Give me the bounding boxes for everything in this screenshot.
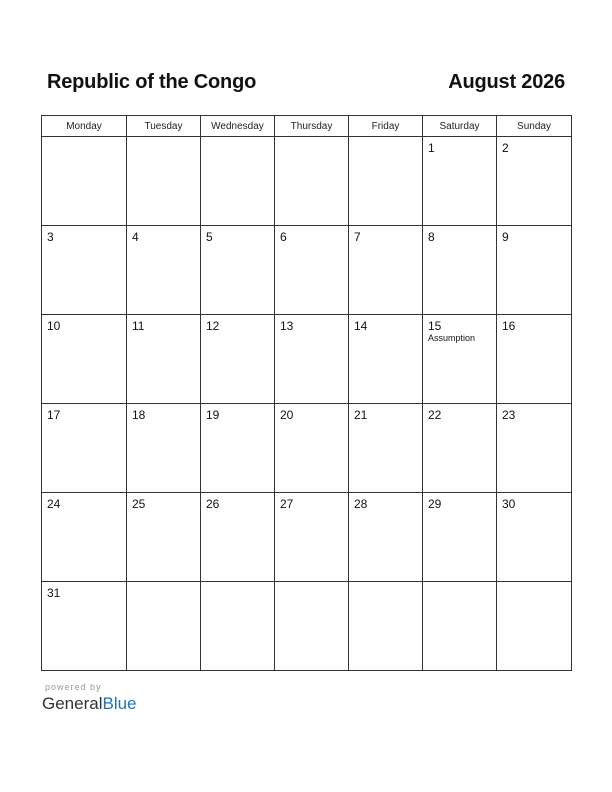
weekday-thursday: Thursday	[275, 116, 349, 137]
day-cell	[349, 582, 423, 671]
day-cell	[275, 315, 349, 404]
day-cell	[423, 315, 497, 404]
day-cell	[497, 137, 572, 226]
weekday-sunday: Sunday	[497, 116, 572, 137]
day-number: 15	[428, 319, 442, 333]
day-number: 3	[47, 230, 54, 244]
day-cell	[349, 404, 423, 493]
day-number: 4	[132, 230, 139, 244]
day-cell	[201, 404, 275, 493]
day-cell	[201, 582, 275, 671]
day-cell	[201, 137, 275, 226]
week-row	[42, 137, 572, 226]
day-number: 25	[132, 497, 146, 511]
week-row	[42, 493, 572, 582]
day-cell	[127, 404, 201, 493]
day-number: 27	[280, 497, 294, 511]
day-cell	[349, 493, 423, 582]
day-cell	[423, 493, 497, 582]
day-cell	[127, 226, 201, 315]
day-number: 24	[47, 497, 61, 511]
month-year-title: August 2026	[448, 71, 565, 93]
day-number: 26	[206, 497, 220, 511]
day-number: 5	[206, 230, 213, 244]
day-number: 28	[354, 497, 368, 511]
day-cell	[42, 137, 127, 226]
day-cell	[349, 137, 423, 226]
country-title: Republic of the Congo	[47, 71, 257, 93]
week-row	[42, 582, 572, 671]
day-number: 11	[132, 319, 145, 333]
day-number: 16	[502, 319, 516, 333]
weekday-wednesday: Wednesday	[201, 116, 275, 137]
day-number: 6	[280, 230, 287, 244]
week-row	[42, 315, 572, 404]
day-cell	[275, 137, 349, 226]
day-number: 23	[502, 408, 516, 422]
day-number: 12	[206, 319, 220, 333]
day-cell	[201, 315, 275, 404]
day-cell	[42, 315, 127, 404]
day-number: 31	[47, 586, 61, 600]
generalblue-logo[interactable]	[42, 694, 137, 714]
holiday-label: Assumption	[428, 333, 476, 343]
day-number: 14	[354, 319, 368, 333]
weekday-tuesday: Tuesday	[127, 116, 201, 137]
day-cell	[201, 226, 275, 315]
weekday-monday: Monday	[42, 116, 127, 137]
day-number: 13	[280, 319, 294, 333]
day-number: 9	[502, 230, 509, 244]
powered-by-text: powered by	[45, 682, 102, 692]
day-number: 30	[502, 497, 516, 511]
day-number: 21	[354, 408, 368, 422]
day-number: 8	[428, 230, 435, 244]
day-number: 10	[47, 319, 61, 333]
weekday-friday: Friday	[349, 116, 423, 137]
day-cell	[42, 493, 127, 582]
day-number: 18	[132, 408, 146, 422]
day-number: 7	[354, 230, 361, 244]
day-number: 19	[206, 408, 220, 422]
day-cell	[423, 404, 497, 493]
week-row	[42, 226, 572, 315]
day-cell	[497, 226, 572, 315]
day-cell	[275, 582, 349, 671]
day-cell	[497, 582, 572, 671]
day-cell	[42, 404, 127, 493]
weekday-saturday: Saturday	[423, 116, 497, 137]
day-cell	[497, 315, 572, 404]
day-cell	[127, 582, 201, 671]
day-cell	[275, 404, 349, 493]
day-cell	[423, 137, 497, 226]
day-cell	[423, 582, 497, 671]
day-cell	[497, 404, 572, 493]
day-cell	[497, 493, 572, 582]
day-number: 22	[428, 408, 442, 422]
day-cell	[42, 226, 127, 315]
day-cell	[275, 226, 349, 315]
week-row	[42, 404, 572, 493]
day-number: 29	[428, 497, 442, 511]
day-cell	[127, 137, 201, 226]
day-cell	[201, 493, 275, 582]
day-cell	[42, 582, 127, 671]
day-cell	[349, 226, 423, 315]
day-cell	[127, 315, 201, 404]
weekday-header-row	[42, 116, 572, 137]
day-cell	[423, 226, 497, 315]
day-number: 20	[280, 408, 294, 422]
brand-name-general: General	[42, 694, 103, 713]
day-cell	[275, 493, 349, 582]
calendar-grid	[41, 115, 572, 671]
day-cell	[127, 493, 201, 582]
day-number: 1	[428, 141, 435, 155]
brand-name-blue: Blue	[102, 694, 137, 713]
day-number: 2	[502, 141, 509, 155]
day-cell	[349, 315, 423, 404]
day-number: 17	[47, 408, 61, 422]
